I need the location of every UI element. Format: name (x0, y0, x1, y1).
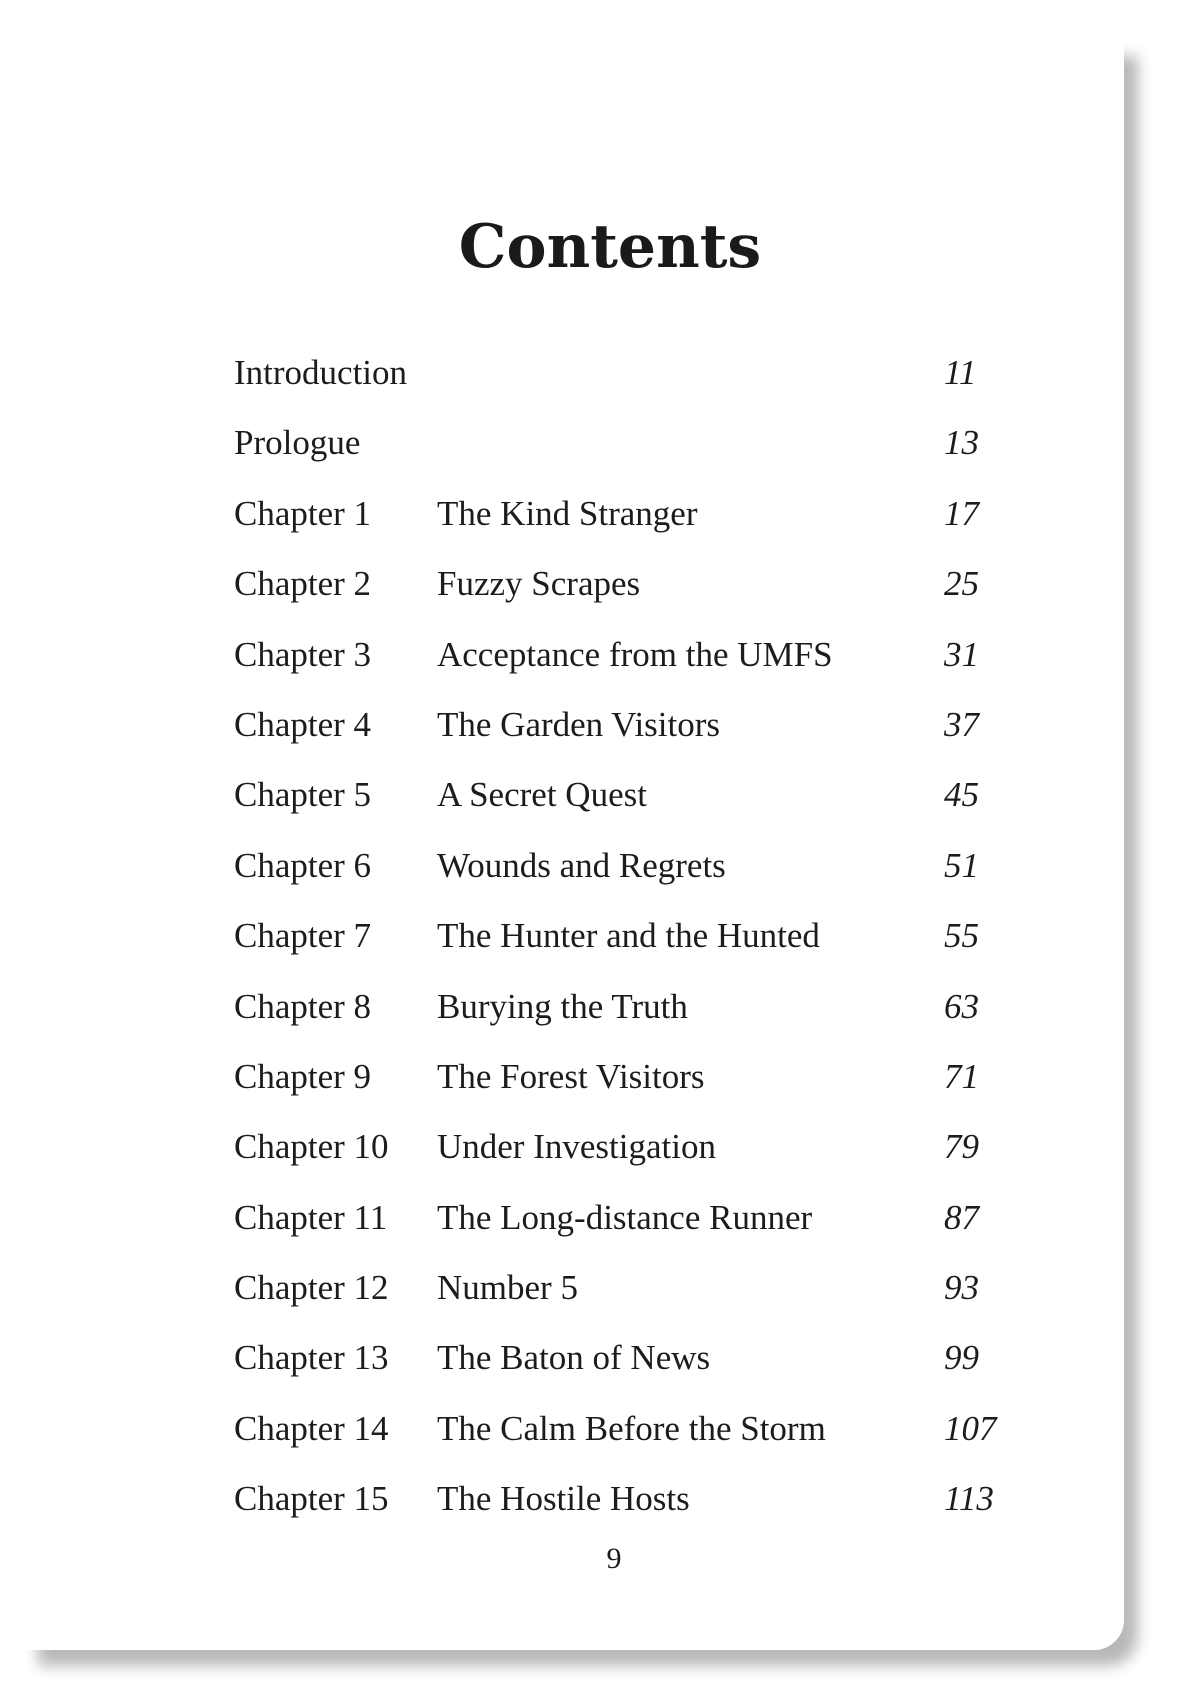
entry-page-number: 55 (944, 916, 979, 956)
entry-page-number: 11 (944, 353, 977, 392)
page-title: Contents (458, 212, 762, 282)
entry-title: The Hostile Hosts (437, 1479, 690, 1519)
toc-entry (234, 1464, 1024, 1534)
entry-label: Chapter 15 (234, 1479, 389, 1519)
entry-label: Chapter 5 (234, 775, 372, 815)
entry-label: Prologue (234, 423, 361, 463)
toc-entry (234, 549, 1024, 619)
entry-page-number: 93 (944, 1268, 979, 1308)
entry-title: The Garden Visitors (437, 704, 721, 744)
entry-label: Chapter 2 (234, 564, 372, 604)
entry-title: Under Investigation (437, 1127, 716, 1167)
entry-label: Chapter 7 (234, 916, 372, 956)
toc-entry (234, 1112, 1024, 1182)
entry-label: Chapter 13 (234, 1338, 389, 1378)
entry-label: Chapter 6 (234, 845, 372, 885)
entry-label: Chapter 12 (234, 1268, 389, 1308)
toc-entry (234, 901, 1024, 971)
toc-entry (234, 760, 1024, 830)
entry-label: Chapter 10 (234, 1127, 389, 1167)
toc-entry (234, 620, 1024, 690)
table-of-contents (234, 338, 1024, 1535)
entry-title: The Kind Stranger (437, 493, 698, 533)
entry-page-number: 87 (944, 1197, 979, 1237)
entry-title: Wounds and Regrets (437, 845, 726, 885)
entry-title: Number 5 (437, 1268, 578, 1308)
entry-label: Chapter 8 (234, 986, 372, 1026)
entry-page-number: 79 (944, 1127, 979, 1167)
toc-entry (234, 972, 1024, 1042)
entry-title: The Hunter and the Hunted (437, 916, 820, 956)
entry-page-number: 113 (944, 1479, 994, 1519)
entry-label: Chapter 11 (234, 1197, 388, 1237)
toc-entry (234, 1253, 1024, 1323)
entry-page-number: 17 (944, 493, 979, 533)
entry-page-number: 63 (944, 986, 979, 1026)
entry-title: The Long-distance Runner (437, 1197, 813, 1237)
entry-label: Introduction (234, 353, 408, 392)
entry-page-number: 71 (944, 1056, 979, 1096)
entry-title: The Calm Before the Storm (437, 1408, 826, 1448)
entry-page-number: 25 (944, 564, 979, 604)
toc-entry (234, 479, 1024, 549)
toc-entry (234, 338, 1024, 408)
toc-entry (234, 690, 1024, 760)
entry-page-number: 31 (944, 634, 979, 674)
entry-page-number: 107 (944, 1408, 997, 1448)
entry-title: Fuzzy Scrapes (437, 564, 641, 604)
entry-label: Chapter 9 (234, 1056, 372, 1096)
entry-label: Chapter 4 (234, 704, 372, 744)
toc-entry (234, 408, 1024, 478)
entry-page-number: 45 (944, 775, 979, 815)
toc-entry (234, 831, 1024, 901)
entry-page-number: 37 (944, 704, 979, 744)
entry-title: Acceptance from the UMFS (437, 634, 833, 674)
entry-page-number: 51 (944, 845, 979, 885)
entry-title: The Baton of News (437, 1338, 711, 1378)
entry-title: The Forest Visitors (437, 1056, 705, 1096)
entry-page-number: 13 (944, 423, 979, 463)
entry-title: A Secret Quest (437, 775, 647, 815)
page-number: 9 (606, 1542, 622, 1575)
toc-entry (234, 1323, 1024, 1393)
toc-entry (234, 1042, 1024, 1112)
entry-label: Chapter 3 (234, 634, 372, 674)
entry-label: Chapter 1 (234, 493, 372, 533)
toc-entry (234, 1394, 1024, 1464)
toc-entry (234, 1183, 1024, 1253)
entry-label: Chapter 14 (234, 1408, 389, 1448)
entry-title: Burying the Truth (437, 986, 688, 1026)
entry-page-number: 99 (944, 1338, 979, 1378)
